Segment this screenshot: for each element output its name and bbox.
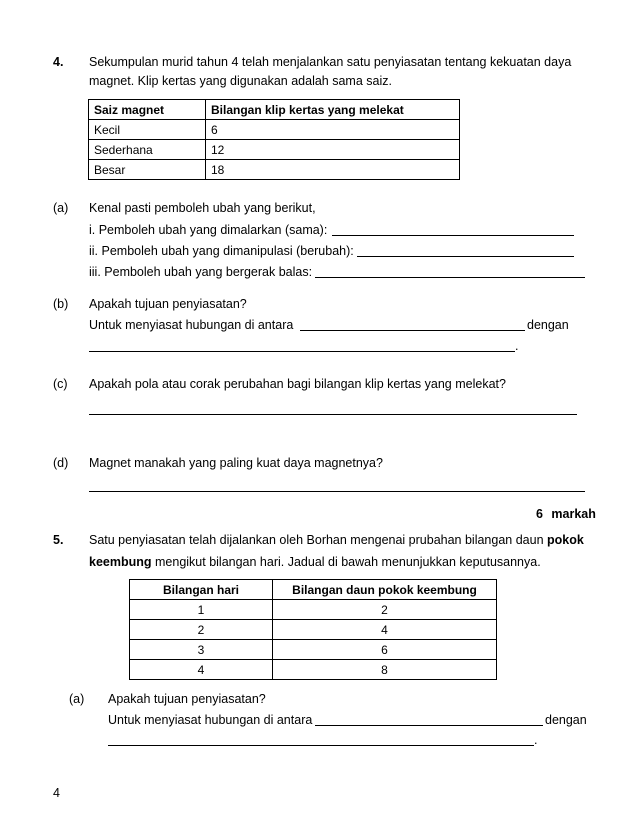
- sub-question: i. Pemboleh ubah yang dimalarkan (sama):: [89, 223, 328, 237]
- question-number: 4.: [53, 55, 64, 69]
- answer-line[interactable]: [315, 277, 585, 278]
- table-cell: 3: [130, 640, 273, 660]
- sub-question: ii. Pemboleh ubah yang dimanipulasi (berubah):: [89, 244, 354, 258]
- part-question: Apakah pola atau corak perubahan bagi bilangan klip kertas yang melekat?: [89, 377, 506, 391]
- answer-prompt: dengan: [545, 713, 587, 727]
- part-label: (a): [53, 201, 69, 215]
- part-label: (a): [69, 692, 85, 706]
- part-question: Kenal pasti pemboleh ubah yang berikut,: [89, 201, 316, 215]
- magnet-table: [88, 99, 460, 180]
- answer-prompt: Untuk menyiasat hubungan di antara: [89, 318, 294, 332]
- question-intro: magnet. Klip kertas yang digunakan adalah sama saiz.: [89, 74, 392, 88]
- table-cell: 8: [273, 660, 497, 680]
- leaf-table: [129, 579, 497, 680]
- table-row: [130, 640, 497, 660]
- table-header: Bilangan klip kertas yang melekat: [206, 100, 460, 120]
- answer-line[interactable]: [357, 256, 574, 257]
- question-number: 5.: [53, 533, 64, 547]
- table-row: [130, 660, 497, 680]
- table-cell: 2: [273, 600, 497, 620]
- table-row: [130, 620, 497, 640]
- table-cell: 18: [206, 160, 460, 180]
- period: .: [515, 339, 519, 353]
- table-cell: 2: [130, 620, 273, 640]
- part-label: (d): [53, 456, 69, 470]
- answer-prompt: dengan: [527, 318, 569, 332]
- table-cell: Besar: [89, 160, 206, 180]
- table-cell: Sederhana: [89, 140, 206, 160]
- page-number: 4: [53, 786, 60, 800]
- table-row: [89, 120, 460, 140]
- period: .: [534, 733, 538, 747]
- table-header: Saiz magnet: [89, 100, 206, 120]
- question-intro: Sekumpulan murid tahun 4 telah menjalankan satu penyiasatan tentang kekuatan daya: [89, 55, 572, 69]
- table-header: Bilangan hari: [130, 580, 273, 600]
- answer-line[interactable]: [300, 330, 525, 331]
- answer-line[interactable]: [89, 351, 515, 352]
- part-question: Apakah tujuan penyiasatan?: [89, 297, 247, 311]
- table-cell: Kecil: [89, 120, 206, 140]
- part-label: (b): [53, 297, 69, 311]
- table-row: [130, 600, 497, 620]
- part-question: Magnet manakah yang paling kuat daya magnetnya?: [89, 456, 383, 470]
- part-label: (c): [53, 377, 68, 391]
- sub-question: iii. Pemboleh ubah yang bergerak balas:: [89, 265, 313, 279]
- answer-line[interactable]: [332, 235, 574, 236]
- answer-line[interactable]: [108, 745, 534, 746]
- question-intro: [89, 533, 584, 547]
- marks-total: 6 markah: [536, 507, 596, 521]
- answer-line[interactable]: [89, 491, 585, 492]
- part-question: Apakah tujuan penyiasatan?: [108, 692, 266, 706]
- table-row: [89, 160, 460, 180]
- question-intro: [89, 555, 541, 569]
- answer-prompt: Untuk menyiasat hubungan di antara: [108, 713, 313, 727]
- answer-line[interactable]: [89, 414, 577, 415]
- intro-text: Satu penyiasatan telah dijalankan oleh Borhan mengenai prubahan bilangan daun: [89, 533, 544, 547]
- intro-text: mengikut bilangan hari. Jadual di bawah menunjukkan keputusannya.: [155, 555, 541, 569]
- intro-bold: pokok: [547, 533, 584, 547]
- table-row: [89, 140, 460, 160]
- table-cell: 6: [273, 640, 497, 660]
- answer-line[interactable]: [315, 725, 543, 726]
- table-cell: 4: [273, 620, 497, 640]
- table-cell: 1: [130, 600, 273, 620]
- table-cell: 4: [130, 660, 273, 680]
- table-header: Bilangan daun pokok keembung: [273, 580, 497, 600]
- intro-bold: keembung: [89, 555, 152, 569]
- table-cell: 6: [206, 120, 460, 140]
- table-cell: 12: [206, 140, 460, 160]
